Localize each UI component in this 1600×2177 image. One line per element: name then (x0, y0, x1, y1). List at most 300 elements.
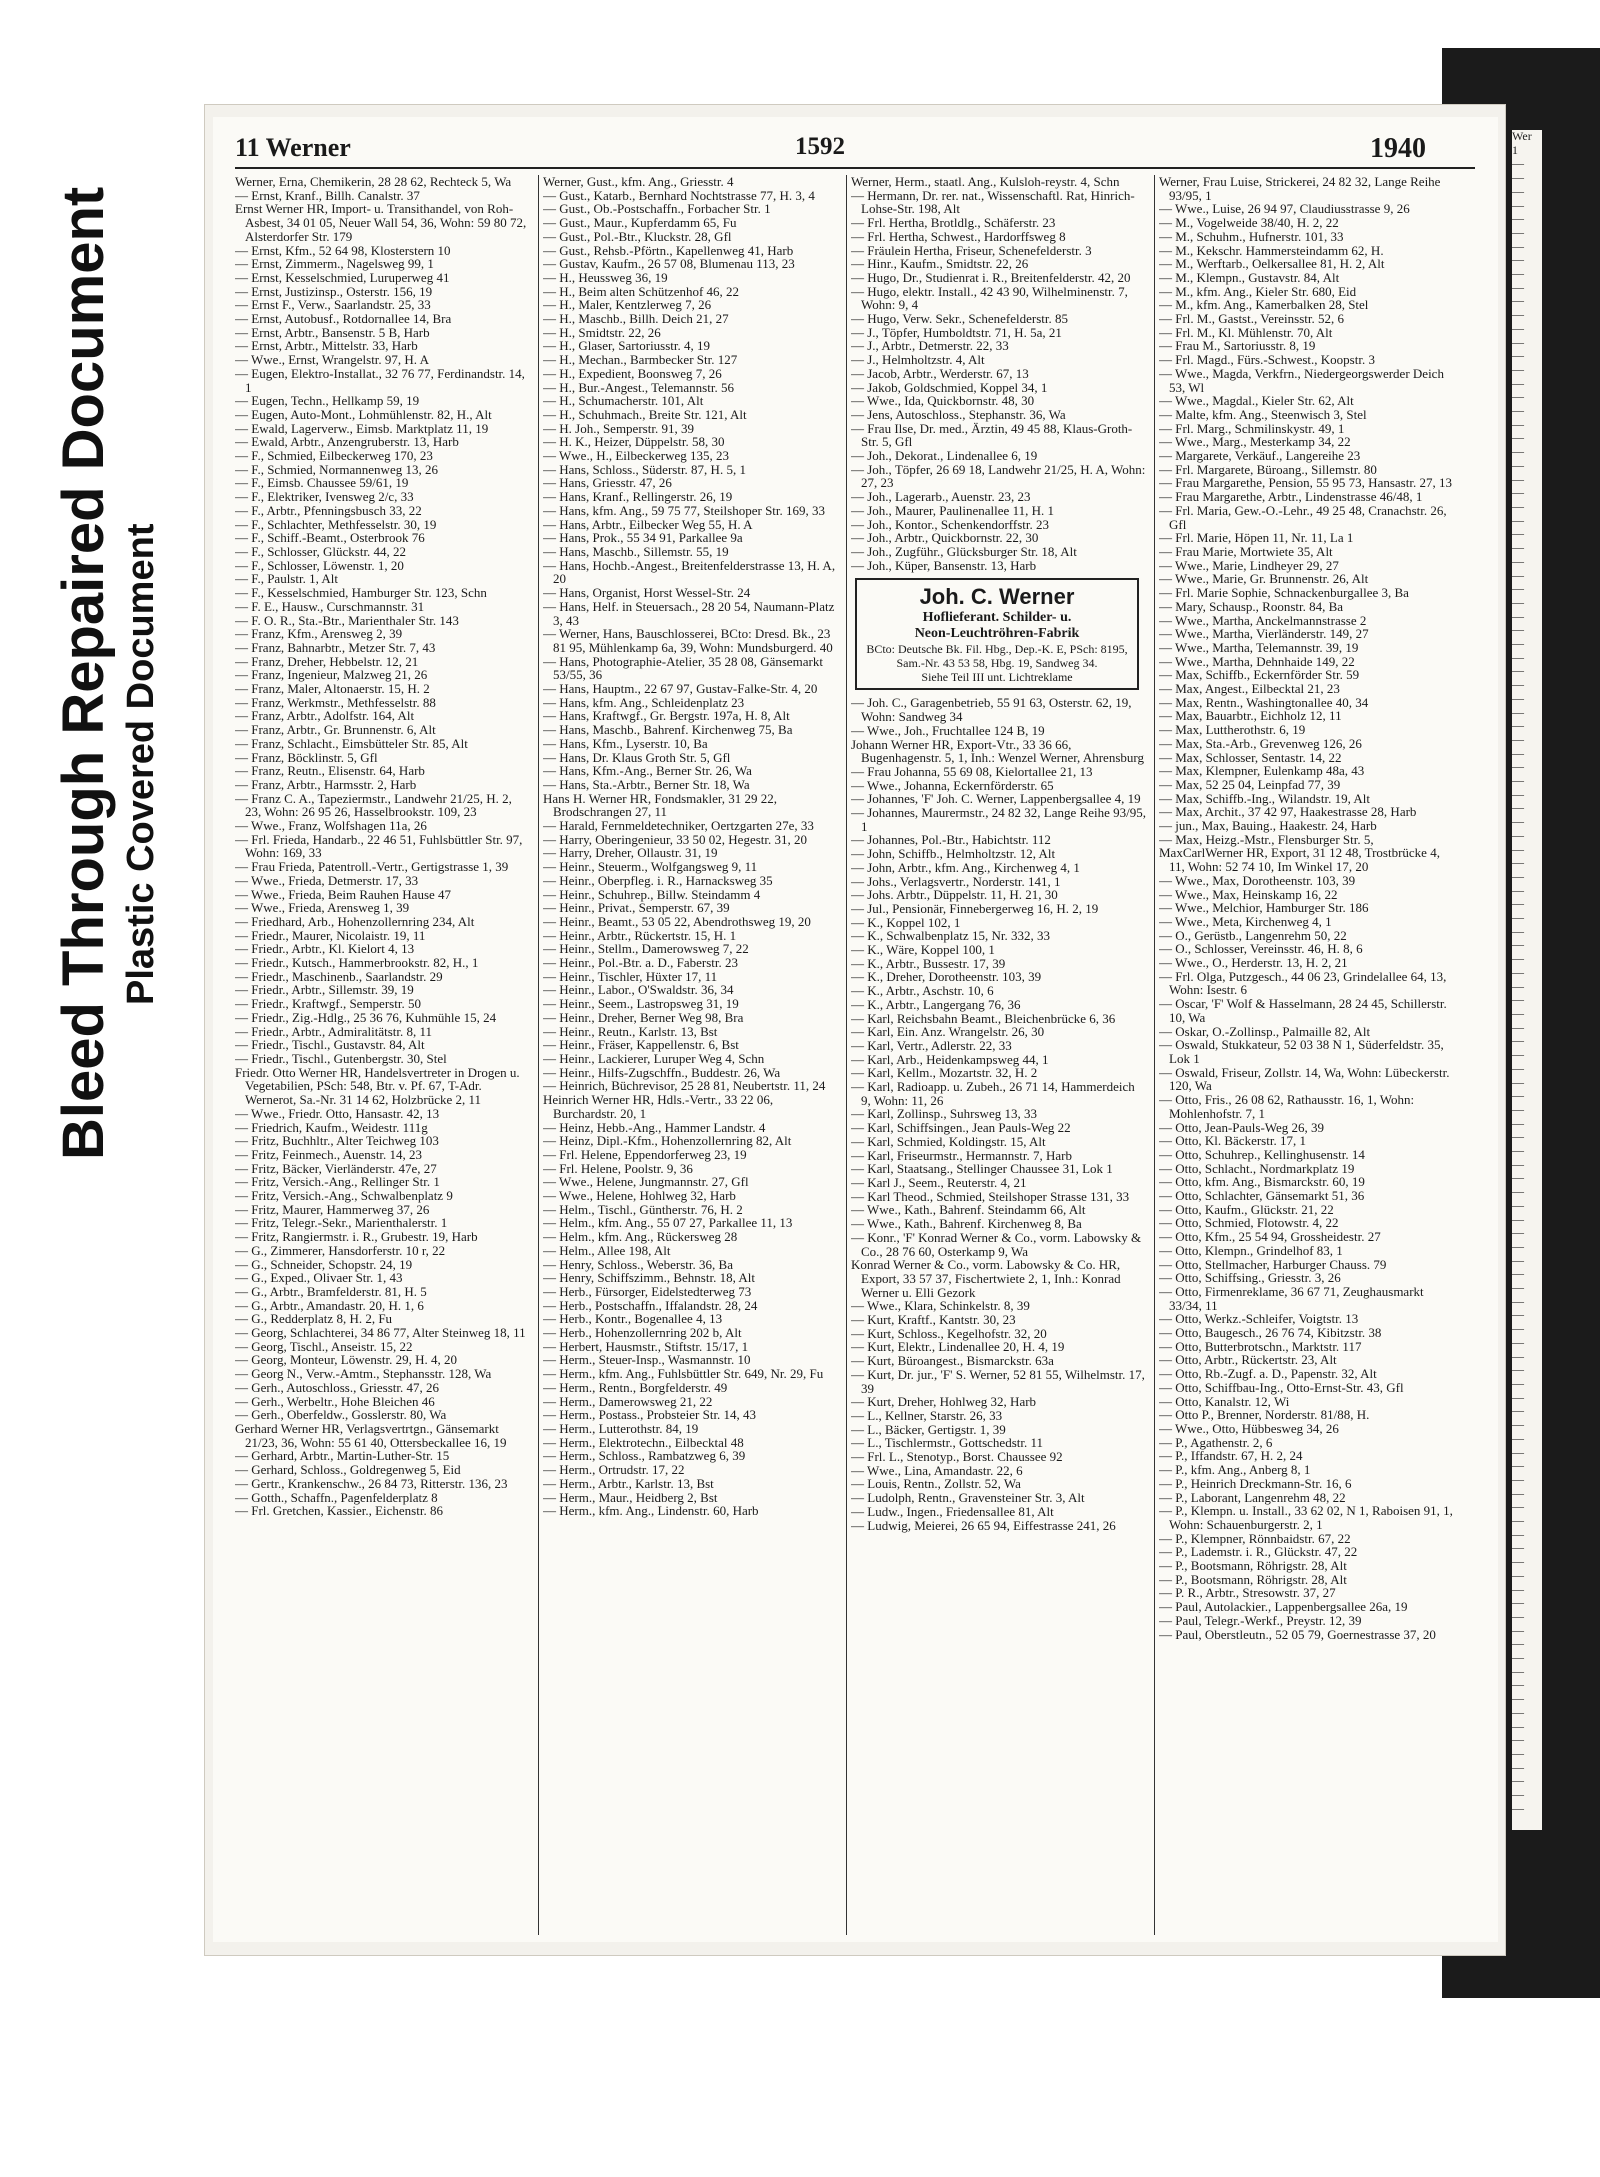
directory-entry: — Wwe., Max, Dorotheenstr. 103, 39 (1159, 872, 1356, 888)
directory-entry: — Wwe., Klara, Schinkelstr. 8, 39 (851, 1298, 1030, 1314)
directory-entry: — Herm., kfm. Ang., Fuhlsbüttler Str. 649, Nr. 29, Fu (543, 1366, 824, 1382)
adjacent-page-fragment: — (1512, 1334, 1524, 1349)
directory-entry: — Wwe., Kath., Bahrenf. Kirchenweg 8, Ba (851, 1216, 1082, 1232)
adjacent-page-fragment: — (1512, 1403, 1524, 1418)
adjacent-page-fragment: — (1512, 1033, 1524, 1048)
directory-entry: — P., Klempner, Rönnbaidstr. 67, 22 (1159, 1530, 1351, 1546)
adjacent-page-fragment: — (1512, 1800, 1524, 1815)
directory-entry: — M., kfm. Ang., Kieler Str. 680, Eid (1159, 283, 1357, 299)
directory-entry: — Helm., Tischl., Güntherstr. 76, H. 2 (543, 1201, 743, 1217)
adjacent-page-fragment: — (1512, 786, 1524, 801)
directory-entry: — Wwe., Martha, Dehnhaide 149, 22 (1159, 653, 1355, 669)
directory-entry: — Herb., Postschaffn., Iffalandstr. 28, 24 (543, 1297, 758, 1313)
directory-entry: — Oskar, O.-Zollinsp., Palmaille 82, Alt (1159, 1023, 1371, 1039)
directory-entry: — Friedrich, Kaufm., Weidestr. 111g (235, 1119, 428, 1135)
directory-entry: — Otto, Werkz.-Schleifer, Voigtstr. 13 (1159, 1311, 1359, 1327)
directory-entry: — Harry, Oberingenieur, 33 50 02, Hegestr. 31, 20 (543, 831, 807, 847)
adjacent-page-fragment: — (1512, 471, 1524, 486)
adjacent-page-fragment: — (1512, 1444, 1524, 1459)
directory-entry: — Georg, Schlachterei, 34 86 77, Alter Steinweg 18, 11 (235, 1325, 526, 1341)
directory-entry: — Kurt, Schloss., Kegelhofstr. 32, 20 (851, 1325, 1047, 1341)
directory-entry: — Herbert, Hausmstr., Stiftstr. 15/17, 1 (543, 1338, 749, 1354)
directory-entry: — Fritz, Feinmech., Auenstr. 14, 23 (235, 1146, 423, 1162)
directory-entry: — Otto, Schiffbau-Ing., Otto-Ernst-Str. 43, Gfl (1159, 1379, 1404, 1395)
adjacent-page-fragment: — (1512, 581, 1524, 596)
directory-entry: — Max, Luttherothstr. 6, 19 (1159, 722, 1306, 738)
adjacent-page-fragment: — (1512, 156, 1524, 171)
adjacent-page-fragment: — (1512, 266, 1524, 281)
directory-entry: — Georg, Monteur, Löwenstr. 29, H. 4, 20 (235, 1352, 458, 1368)
directory-entry: Johann Werner HR, Export-Vtr., 33 36 66, Bugenhagenstr. 5, 1, Inh.: Wenzel Werner, Ahrensburg (851, 736, 1144, 766)
adjacent-page-fragment: — (1512, 1485, 1524, 1500)
directory-entry: — Otto, Schlachter, Gänsemarkt 51, 36 (1159, 1188, 1365, 1204)
column-divider (846, 175, 847, 1935)
adjacent-page-fragment: — (1512, 1430, 1524, 1445)
directory-entry: — Karl, Staatsang., Stellinger Chaussee 31, Lok 1 (851, 1161, 1113, 1177)
directory-entry: — Kurt, Dreher, Hohlweg 32, Harb (851, 1394, 1037, 1410)
adjacent-page-fragment: — (1512, 1156, 1524, 1171)
adjacent-page-fragment: — (1512, 485, 1524, 500)
adjacent-page-fragment: — (1512, 1238, 1524, 1253)
directory-entry: — Wwe., Frieda, Beim Rauhen Hause 47 (235, 886, 452, 902)
directory-entry: — Frau Margarethe, Pension, 55 95 73, Hansastr. 27, 13 (1159, 475, 1452, 491)
adjacent-page-fragment: — (1512, 444, 1524, 459)
directory-entry: — Frl. Hertha, Schwest., Hardorffsweg 8 (851, 228, 1066, 244)
directory-entry: — Franz, Bahnarbtr., Metzer Str. 7, 43 (235, 639, 436, 655)
adjacent-page-fragment: — (1512, 1677, 1524, 1692)
directory-entry: — Wwe., Max, Heinskamp 16, 22 (1159, 886, 1338, 902)
directory-entry: — M., Vogelweide 38/40, H. 2, 22 (1159, 215, 1339, 231)
directory-entry: — Heinr., Labor., O'Swaldstr. 36, 34 (543, 982, 734, 998)
adjacent-page-fragment: — (1512, 814, 1524, 829)
directory-entry: — Gust., Katarb., Bernhard Nochtstrasse 77, H. 3, 4 (543, 187, 815, 203)
directory-entry: — Otto, Schuhrep., Kellinghusenstr. 14 (1159, 1146, 1365, 1162)
directory-entry: — Max, Archit., 37 42 97, Haakestrasse 28, Harb (1159, 804, 1417, 820)
adjacent-page-fragment: — (1512, 1252, 1524, 1267)
directory-entry: — Karl J., Seem., Reuterstr. 4, 21 (851, 1175, 1027, 1190)
directory-entry: — Friedhard, Arb., Hohenzollernring 234, Alt (235, 913, 475, 929)
directory-entry: — Frl. Helene, Poolstr. 9, 36 (543, 1160, 693, 1176)
adjacent-page-fragment: — (1512, 1129, 1524, 1144)
directory-entry: — Wwe., H., Eilbeckerweg 135, 23 (543, 448, 730, 464)
directory-entry: — Frau Ilse, Dr. med., Ärztin, 49 45 88, Klaus-Groth-Str. 5, Gfl (851, 420, 1133, 450)
bleed-through-label: Bleed Through Repaired Document (51, 186, 116, 1160)
directory-entry: — Wwe., Luise, 26 94 97, Claudiusstrasse 9, 26 (1159, 201, 1410, 217)
directory-entry: — Otto P., Brenner, Norderstr. 81/88, H. (1159, 1407, 1370, 1423)
directory-entry: — John, Arbtr., kfm. Ang., Kirchenweg 4, 1 (851, 859, 1080, 875)
directory-entry: — Fräulein Hertha, Friseur, Schenefelderstr. 3 (851, 242, 1092, 258)
directory-entry: — Gerh., Werbeltr., Hohe Bleichen 46 (235, 1393, 435, 1409)
directory-entry: — Ernst, Kranf., Billh. Canalstr. 37 (235, 187, 420, 203)
adjacent-page-fragment: — (1512, 1581, 1524, 1596)
directory-entry: — Frl. Olga, Putzgesch., 44 06 23, Grindelallee 64, 13, Wohn: Isestr. 6 (1159, 968, 1447, 998)
ad-title: Joh. C. Werner (919, 584, 1075, 610)
directory-entry: — Ernst, Arbtr., Mittelstr. 33, Harb (235, 338, 418, 354)
directory-entry: — Ernst, Justizinsp., Osterstr. 156, 19 (235, 283, 433, 299)
directory-entry: — Karl, Arb., Heidenkampsweg 44, 1 (851, 1051, 1049, 1067)
directory-entry: — Kurt, Büroangest., Bismarckstr. 63a (851, 1353, 1054, 1369)
adjacent-page-fragment: — (1512, 759, 1524, 774)
directory-entry: — Karl, Schmied, Koldingstr. 15, Alt (851, 1133, 1046, 1149)
directory-entry: — Joh., Küper, Bansenstr. 13, Harb (851, 557, 1037, 573)
adjacent-page-fragment: 1 (1512, 142, 1518, 157)
directory-entry: — H., Schuhmach., Breite Str. 121, Alt (543, 406, 747, 422)
directory-entry: — Oswald, Stukkateur, 52 03 38 N 1, Süderfeldstr. 35, Lok 1 (1159, 1037, 1444, 1066)
directory-entry: — F. E., Hausw., Curschmannstr. 31 (235, 598, 425, 614)
directory-entry: — Heinr., Steuerm., Wolfgangsweg 9, 11 (543, 859, 758, 875)
directory-entry: — Heinr., Stellm., Damerowsweg 7, 22 (543, 941, 749, 957)
directory-entry: — F., Eimsb. Chaussee 59/61, 19 (235, 475, 409, 491)
directory-entry: — Wwe., Magda, Verkfrn., Niedergeorgswerder Deich 53, Wl (1159, 365, 1444, 395)
adjacent-page-fragment: — (1512, 1321, 1524, 1336)
directory-entry: Werner, Herm., staatl. Ang., Kulsloh-reystr. 4, Schn (851, 175, 1120, 189)
directory-entry: — Franz, Arbtr., Gr. Brunnenstr. 6, Alt (235, 722, 436, 738)
directory-entry: — Wwe., Meta, Kirchenweg 4, 1 (1159, 913, 1332, 929)
directory-entry: — Karl, Radioapp. u. Zubeh., 26 71 14, Hammerdeich 9, Wohn: 11, 26 (851, 1079, 1135, 1108)
adjacent-page-fragment: — (1512, 1389, 1524, 1404)
directory-entry: — Friedr., Arbtr., Sillemstr. 39, 19 (235, 982, 414, 998)
directory-entry: — Hans, Hochb.-Angest., Breitenfelderstrasse 13, H. A, 20 (543, 557, 836, 587)
adjacent-page-fragment: — (1512, 800, 1524, 815)
adjacent-page-fragment: — (1512, 224, 1524, 239)
directory-entry: — Frl. Frieda, Handarb., 22 46 51, Fuhlsbüttler Str. 97, Wohn: 169, 33 (235, 831, 523, 861)
adjacent-page-fragment: — (1512, 1170, 1524, 1185)
directory-entry: — Karl, Reichsbahn Beamt., Bleichenbrücke 6, 36 (851, 1010, 1116, 1026)
directory-entry: — H., Mechan., Barmbecker Str. 127 (543, 352, 738, 368)
directory-entry: — H., Smidtstr. 22, 26 (543, 324, 661, 340)
year: 1940 (1370, 133, 1426, 164)
directory-entry: — F., Paulstr. 1, Alt (235, 571, 338, 587)
directory-entry: — Otto, Schmied, Flotowstr. 4, 22 (1159, 1215, 1339, 1231)
directory-entry: — Heinr., Fräser, Kappellenstr. 6, Bst (543, 1037, 739, 1053)
directory-entry: — F., Kesselschmied, Hamburger Str. 123, Schn (235, 585, 487, 601)
directory-entry: — Max, Sta.-Arb., Grevenweg 126, 26 (1159, 735, 1362, 751)
directory-entry: — Hans, kfm. Ang., 59 75 77, Steilshoper Str. 169, 33 (543, 502, 826, 518)
directory-entry: Ernst Werner HR, Import- u. Transithandel, von Roh-Asbest, 34 01 05, Neuer Wall 54, 36, Wohn: 59 80 72, Alsterdorfer Str. 179 (235, 201, 527, 244)
directory-entry: — Hans, Dr. Klaus Groth Str. 5, Gfl (543, 749, 731, 765)
directory-entry: — Gertr., Krankenschw., 26 84 73, Ritterstr. 136, 23 (235, 1475, 508, 1491)
adjacent-page-fragment: — (1512, 1718, 1524, 1733)
directory-entry: — Frau Margarethe, Arbtr., Lindenstrasse 46/48, 1 (1159, 489, 1423, 505)
directory-entry: — M., Schuhm., Hufnerstr. 101, 33 (1159, 228, 1344, 244)
directory-entry: — M., Werftarb., Oelkersallee 81, H. 2, Alt (1159, 256, 1385, 272)
directory-entry: Werner, Gust., kfm. Ang., Griesstr. 4 (543, 175, 734, 189)
directory-entry: — L., Bäcker, Gertigstr. 1, 39 (851, 1421, 1006, 1437)
directory-entry: — Hans, Hauptm., 22 67 97, Gustav-Falke-Str. 4, 20 (543, 681, 818, 697)
directory-entry: — P., Heinrich Dreckmann-Str. 16, 6 (1159, 1475, 1352, 1491)
adjacent-page-fragment: — (1512, 170, 1524, 185)
directory-entry: — Hans, Organist, Horst Wessel-Str. 24 (543, 585, 751, 601)
directory-entry: — Friedr., Tischl., Gustavstr. 84, Alt (235, 1037, 425, 1053)
column-1 (235, 175, 531, 1935)
directory-entry: — Max, Heizg.-Mstr., Flensburger Str. 5, (1159, 831, 1374, 847)
adjacent-page-fragment: — (1512, 841, 1524, 856)
directory-entry: — Fritz, Buchhltr., Alter Teichweg 103 (235, 1133, 439, 1149)
directory-entry: — Margarete, Verkäuf., Langereihe 23 (1159, 448, 1361, 464)
adjacent-page-fragment: — (1512, 252, 1524, 267)
directory-entry: — Herm., Damerowsweg 21, 22 (543, 1393, 713, 1409)
directory-entry: — Ewald, Lagerverw., Eimsb. Marktplatz 11, 19 (235, 420, 489, 436)
directory-entry: — Hugo, elektr. Install., 42 43 90, Wilhelminenstr. 7, Wohn: 9, 4 (851, 283, 1128, 313)
directory-entry: — Frl. Hertha, Brotldlg., Schäferstr. 23 (851, 215, 1056, 231)
directory-entry: — Herm., Ortrudstr. 17, 22 (543, 1462, 685, 1478)
adjacent-page-fragment: — (1512, 1266, 1524, 1281)
column-3 (851, 175, 1147, 1935)
adjacent-page-fragment: — (1512, 307, 1524, 322)
adjacent-page-fragment: — (1512, 375, 1524, 390)
directory-entry: — Frl. M., Gastst., Vereinsstr. 52, 6 (1159, 311, 1345, 327)
adjacent-page-fragment: — (1512, 1745, 1524, 1760)
adjacent-page-fragment: — (1512, 1006, 1524, 1020)
adjacent-page-fragment: — (1512, 964, 1524, 979)
directory-entry: — Hans, Arbtr., Eilbecker Weg 55, H. A (543, 516, 753, 532)
adjacent-page-fragment: Wer (1512, 130, 1532, 143)
directory-entry: — Karl, Kellm., Mozartstr. 32, H. 2 (851, 1065, 1038, 1081)
directory-entry: — L., Tischlermstr., Gottschedstr. 11 (851, 1435, 1043, 1451)
directory-entry: — Paul, Telegr.-Werkf., Preystr. 12, 39 (1159, 1612, 1362, 1628)
directory-entry: — Heinrich, Büchrevisor, 25 28 81, Neubertstr. 11, 24 (543, 1078, 826, 1094)
directory-entry: — Mary, Schausp., Roonstr. 84, Ba (1159, 598, 1344, 614)
directory-entry: — Herm., Lutterothstr. 84, 19 (543, 1420, 699, 1436)
adjacent-page-fragment: — (1512, 1526, 1524, 1541)
running-head: 11 Werner (235, 133, 351, 162)
ad-line: Neon-Leuchtröhren-Fabrik (914, 626, 1080, 642)
directory-entry: — K., Arbtr., Langergang 76, 36 (851, 996, 1021, 1012)
adjacent-page-fragment: — (1512, 1650, 1524, 1665)
directory-entry: — Otto, Kl. Bäckerstr. 17, 1 (1159, 1133, 1306, 1149)
adjacent-page-fragment: — (1512, 361, 1524, 376)
adjacent-page-fragment: — (1512, 430, 1524, 445)
adjacent-page-fragment: — (1512, 910, 1524, 925)
directory-entry: — Heinr., Pol.-Btr. a. D., Faberstr. 23 (543, 955, 738, 971)
directory-entry: — Helm., Allee 198, Alt (543, 1242, 671, 1258)
directory-entry: — Heinr., Dreher, Berner Weg 98, Bra (543, 1009, 744, 1025)
directory-entry: — Wwe., Johanna, Eckernförderstr. 65 (851, 777, 1054, 793)
adjacent-page-fragment: — (1512, 937, 1524, 952)
directory-entry: — Karl Theod., Schmied, Steilshoper Strasse 131, 33 (851, 1188, 1130, 1204)
directory-entry: — G., Arbtr., Bramfelderstr. 81, H. 5 (235, 1283, 427, 1299)
adjacent-page-fragment: — (1512, 718, 1524, 733)
directory-entry: — Joh., Lagerarb., Auenstr. 23, 23 (851, 489, 1031, 505)
directory-entry: — Heinr., Hilfs-Zugschffn., Buddestr. 26, Wa (543, 1064, 781, 1080)
directory-entry: — Herm., Postass., Probsteier Str. 14, 43 (543, 1407, 757, 1423)
directory-entry: — Frau Marie, Mortwiete 35, Alt (1159, 543, 1333, 559)
directory-entry: — Kurt, Dr. jur., 'F' S. Werner, 52 81 55, Wilhelmstr. 17, 39 (851, 1366, 1145, 1396)
directory-entry: — Karl, Ein. Anz. Wrangelstr. 26, 30 (851, 1024, 1045, 1040)
directory-entry: — G., Schneider, Schopstr. 24, 19 (235, 1256, 413, 1272)
directory-entry: — Karl, Vertr., Adlerstr. 22, 33 (851, 1037, 1012, 1053)
adjacent-page-fragment: — (1512, 978, 1524, 993)
directory-entry: — Heinr., Schuhrep., Billw. Steindamm 4 (543, 886, 761, 902)
directory-entry: — P., Agathenstr. 2, 6 (1159, 1434, 1273, 1450)
adjacent-page-fragment: — (1512, 553, 1524, 568)
directory-entry: — Herm., Rentn., Borgfelderstr. 49 (543, 1379, 728, 1395)
adjacent-page-fragment: — (1512, 1554, 1524, 1569)
directory-entry: — Max, Klempner, Eulenkamp 48a, 43 (1159, 763, 1365, 779)
directory-entry: — Otto, Kaufm., Glückstr. 21, 22 (1159, 1201, 1334, 1217)
adjacent-page-fragment: — (1512, 1636, 1524, 1651)
directory-entry: — Gerhard, Schloss., Goldregenweg 5, Eid (235, 1462, 461, 1478)
directory-entry: — Frl. Maria, Gew.-O.-Lehr., 49 25 48, Cranachstr. 26, Gfl (1159, 502, 1447, 532)
adjacent-page-fragment: — (1512, 1513, 1524, 1528)
directory-entry: — Heinr., Reutn., Karlstr. 13, Bst (543, 1023, 718, 1039)
directory-entry: — Franz, Reutn., Elisenstr. 64, Harb (235, 763, 425, 779)
directory-entry: — K., Wäre, Koppel 100, 1 (851, 942, 995, 958)
adjacent-page-fragment: — (1512, 526, 1524, 541)
adjacent-page-fragment: — (1512, 1595, 1524, 1610)
adjacent-page-fragment: — (1512, 992, 1524, 1007)
directory-entry: — Herm., Schloss., Rambatzweg 6, 39 (543, 1448, 746, 1464)
directory-entry: — Otto, Jean-Pauls-Weg 26, 39 (1159, 1119, 1325, 1135)
directory-entry: — Gerhard, Arbtr., Martin-Luther-Str. 15 (235, 1448, 450, 1464)
directory-entry: — Eugen, Techn., Hellkamp 59, 19 (235, 393, 420, 409)
directory-entry: — J., Töpfer, Humboldtstr. 71, H. 5a, 21 (851, 324, 1062, 340)
directory-entry: — Franz, Schlacht., Eimsbütteler Str. 85, Alt (235, 735, 468, 751)
directory-entry: — Hinr., Kaufm., Smidtstr. 22, 26 (851, 256, 1029, 272)
directory-entry: — Wwe., Franz, Wolfshagen 11a, 26 (235, 818, 427, 834)
directory-entry: — Helm., kfm. Ang., 55 07 27, Parkallee 11, 13 (543, 1215, 793, 1231)
directory-entry: — J., Arbtr., Detmerstr. 22, 33 (851, 338, 1009, 354)
directory-entry: — P., Bootsmann, Röhrigstr. 28, Alt (1159, 1558, 1347, 1574)
directory-entry: — Joh., Töpfer, 26 69 18, Landwehr 21/25, H. A, Wohn: 27, 23 (851, 461, 1146, 491)
directory-entry: — Herm., Maur., Heidberg 2, Bst (543, 1489, 718, 1505)
adjacent-page-fragment: — (1512, 238, 1524, 253)
directory-entry: — Kurt, Elektr., Lindenallee 20, H. 4, 19 (851, 1339, 1065, 1355)
directory-entry: Gerhard Werner HR, Verlagsvertrtgn., Gänsemarkt 21/23, 36, Wohn: 55 61 40, Ottersbeckallee 16, 19 (235, 1420, 507, 1450)
adjacent-page-fragment: — (1512, 1225, 1524, 1240)
directory-entry: — H., Expedient, Boonsweg 7, 26 (543, 365, 722, 381)
directory-entry: — Hans, Schloss., Süderstr. 87, H. 5, 1 (543, 461, 746, 477)
directory-entry: — Otto, Firmenreklame, 36 67 71, Zeughausmarkt 33/34, 11 (1159, 1283, 1424, 1313)
directory-entry: — Frl. Margarete, Büroang., Sillemstr. 80 (1159, 461, 1377, 477)
directory-entry: — F., Arbtr., Pfenningsbusch 33, 22 (235, 502, 422, 518)
directory-entry: — Wwe., Lina, Amandastr. 22, 6 (851, 1462, 1023, 1478)
directory-entry: — Ernst, Zimmerm., Nagelsweg 99, 1 (235, 256, 434, 272)
directory-entry: — Paul, Oberstleutn., 52 05 79, Goernestrasse 37, 20 (1159, 1626, 1436, 1642)
directory-entry: — Franz, Kfm., Arensweg 2, 39 (235, 626, 403, 642)
adjacent-page-fragment: — (1512, 334, 1524, 349)
directory-entry: — Otto, Rb.-Zugf. a. D., Papenstr. 32, Alt (1159, 1366, 1377, 1382)
adjacent-page-fragment: — (1512, 1704, 1524, 1719)
directory-entry: — Johannes, Maurermstr., 24 82 32, Lange Reihe 93/95, 1 (851, 805, 1146, 834)
directory-entry: — Hugo, Verw. Sekr., Schenefelderstr. 85 (851, 311, 1068, 327)
directory-entry: — Heinz, Hebb.-Ang., Hammer Landstr. 4 (543, 1119, 766, 1135)
directory-entry: — Frl. Marg., Schmilinskystr. 49, 1 (1159, 420, 1345, 436)
directory-entry: — Max, Rentn., Washingtonallee 40, 34 (1159, 694, 1369, 710)
directory-entry: — Frau M., Sartoriusstr. 8, 19 (1159, 338, 1316, 354)
directory-entry: — Gotth., Schaffn., Pagenfelderplatz 8 (235, 1489, 438, 1505)
adjacent-page-fragment: — (1512, 1143, 1524, 1158)
directory-entry: — Jacob, Arbtr., Werderstr. 67, 13 (851, 365, 1029, 381)
directory-entry: — Max, Bauarbtr., Eichholz 12, 11 (1159, 708, 1342, 724)
directory-entry: — K., Dreher, Dorotheenstr. 103, 39 (851, 969, 1042, 985)
directory-entry: — H., Schumacherstr. 101, Alt (543, 393, 704, 409)
directory-entry: — G., Exped., Olivaer Str. 1, 43 (235, 1270, 403, 1286)
directory-entry: — L., Kellner, Starstr. 26, 33 (851, 1407, 1003, 1423)
directory-entry: — H. Joh., Semperstr. 91, 39 (543, 420, 694, 436)
directory-entry: — Franz, Böcklinstr. 5, Gfl (235, 749, 378, 765)
directory-entry: — Frl. M., Kl. Mühlenstr. 70, Alt (1159, 324, 1333, 340)
directory-entry: — G., Zimmerer, Hansdorferstr. 10 r, 22 (235, 1242, 446, 1258)
directory-entry: — Friedr., Maurer, Nicolaistr. 19, 11 (235, 927, 426, 943)
directory-entry: — Gust., Rehsb.-Pförtn., Kapellenweg 41, Harb (543, 242, 794, 258)
directory-entry: — P., Lademstr. i. R., Glückstr. 47, 22 (1159, 1544, 1358, 1560)
adjacent-page-fragment: — (1512, 1787, 1524, 1802)
adjacent-page-fragment: — (1512, 1184, 1524, 1199)
directory-entry: — Ernst F., Verw., Saarlandstr. 25, 33 (235, 297, 431, 313)
directory-entry: — Fritz, Telegr.-Sekr., Marienthalerstr. 1 (235, 1215, 448, 1231)
directory-entry: — Max, Schlosser, Sentastr. 14, 22 (1159, 749, 1342, 765)
column-4 (1159, 175, 1455, 1935)
directory-entry: — O., Gerüstb., Langenrehm 50, 22 (1159, 927, 1347, 943)
directory-entry: — Wwe., Martha, Anckelmannstrasse 2 (1159, 612, 1367, 628)
directory-entry: — Kurt, Kraftf., Kantstr. 30, 23 (851, 1312, 1016, 1328)
adjacent-page-fragment: — (1512, 882, 1524, 897)
adjacent-page-fragment: — (1512, 923, 1524, 938)
directory-entry: — Otto, Schlacht., Nordmarkplatz 19 (1159, 1160, 1355, 1176)
directory-entry: — Ernst, Kesselschmied, Luruperweg 41 (235, 269, 450, 285)
directory-entry: — Otto, Stellmacher, Harburger Chauss. 79 (1159, 1256, 1387, 1272)
adjacent-page-fragment: — (1512, 1088, 1524, 1103)
directory-entry: — Fritz, Rangiermstr. i. R., Grubestr. 19, Harb (235, 1229, 478, 1245)
directory-entry: — Franz, Dreher, Hebbelstr. 12, 21 (235, 653, 419, 669)
directory-entry: — Wwe., Friedr. Otto, Hansastr. 42, 13 (235, 1105, 440, 1121)
adjacent-page-fragment: — (1512, 855, 1524, 870)
adjacent-page-fragment: — (1512, 1622, 1524, 1637)
directory-entry: — Wwe., Magdal., Kieler Str. 62, Alt (1159, 393, 1354, 409)
directory-entry: — Konr., 'F' Konrad Werner & Co., vorm. Labowsky & Co., 28 76 60, Osterkamp 9, Wa (851, 1229, 1142, 1259)
directory-entry: — Franz, Maler, Altonaerstr. 15, H. 2 (235, 681, 430, 697)
directory-entry: — Herm., Arbtr., Karlstr. 13, Bst (543, 1475, 714, 1491)
directory-entry: — Hans, Photographie-Atelier, 35 28 08, Gänsemarkt 53/55, 36 (543, 653, 824, 683)
directory-entry: — Gust., Pol.-Btr., Kluckstr. 28, Gfl (543, 228, 732, 244)
directory-entry: — F., Schmied, Normannenweg 13, 26 (235, 461, 438, 477)
column-2 (543, 175, 839, 1935)
directory-entry: — Werner, Hans, Bauschlosserei, BCto: Dresd. Bk., 23 81 95, Mühlenkamp 6a, 39, Wohn: Mundsburgerd. 40 (543, 626, 833, 655)
adjacent-page-fragment: — (1512, 1101, 1524, 1116)
directory-entry: — Gustav, Kaufm., 26 57 08, Blumenau 113, 23 (543, 256, 795, 272)
directory-entry: — Gerh., Autoschloss., Griesstr. 47, 26 (235, 1379, 440, 1395)
directory-entry: — Ernst, Autobusf., Rotdornallee 14, Bra (235, 311, 452, 327)
directory-entry: — Friedr., Arbtr., Kl. Kielort 4, 13 (235, 941, 415, 957)
adjacent-page-fragment: — (1512, 1691, 1524, 1706)
adjacent-page-fragment: — (1512, 608, 1524, 623)
directory-entry: — G., Redderplatz 8, H. 2, Fu (235, 1311, 393, 1327)
directory-entry: — Herb., Fürsorger, Eidelstedterweg 73 (543, 1283, 752, 1299)
directory-entry: — Wwe., Marie, Gr. Brunnenstr. 26, Alt (1159, 571, 1369, 587)
directory-entry: — Henry, Schiffszimm., Behnstr. 18, Alt (543, 1270, 755, 1286)
directory-entry: — Heinr., Lackierer, Luruper Weg 4, Schn (543, 1051, 765, 1066)
directory-entry: — Hans, Griesstr. 47, 26 (543, 475, 672, 491)
directory-entry: — Ludolph, Rentn., Gravensteiner Str. 3, Alt (851, 1490, 1085, 1506)
directory-entry: — Georg N., Verw.-Amtm., Stephansstr. 128, Wa (235, 1366, 492, 1382)
adjacent-page-fragment: — (1512, 197, 1524, 212)
ad-details: BCto: Deutsche Bk. Fil. Hbg., Dep.-K. E, PSch: 8195, Sam.-Nr. 43 53 58, Hbg. 19, Sandweg 34. (866, 642, 1128, 671)
adjacent-page-fragment: — (1512, 677, 1524, 692)
directory-entry: — Franz, Arbtr., Harmsstr. 2, Harb (235, 776, 417, 792)
directory-entry: — Hans, Kraftwgf., Gr. Bergstr. 197a, H. 8, Alt (543, 708, 790, 724)
directory-entry: — Frl. Helene, Eppendorferweg 23, 19 (543, 1146, 747, 1162)
column-divider (1154, 175, 1155, 1935)
directory-entry: — Friedr., Kraftwgf., Semperstr. 50 (235, 996, 421, 1012)
directory-entry: — Frl. Gretchen, Kassier., Eichenstr. 86 (235, 1503, 443, 1519)
directory-entry: — Friedr., Zig.-Hdlg., 25 36 76, Kuhmühle 15, 24 (235, 1009, 497, 1025)
directory-entry: — M., Kekschr. Hammersteindamm 62, H. (1159, 242, 1384, 258)
directory-entry: — Hans, kfm. Ang., Schleidenplatz 23 (543, 694, 745, 710)
directory-entry: — P., Laborant, Langenrehm 48, 22 (1159, 1489, 1346, 1505)
directory-entry: — P., Iffandstr. 67, H. 2, 24 (1159, 1448, 1303, 1464)
directory-entry: — Franz, Ingenieur, Malzweg 21, 26 (235, 667, 428, 683)
